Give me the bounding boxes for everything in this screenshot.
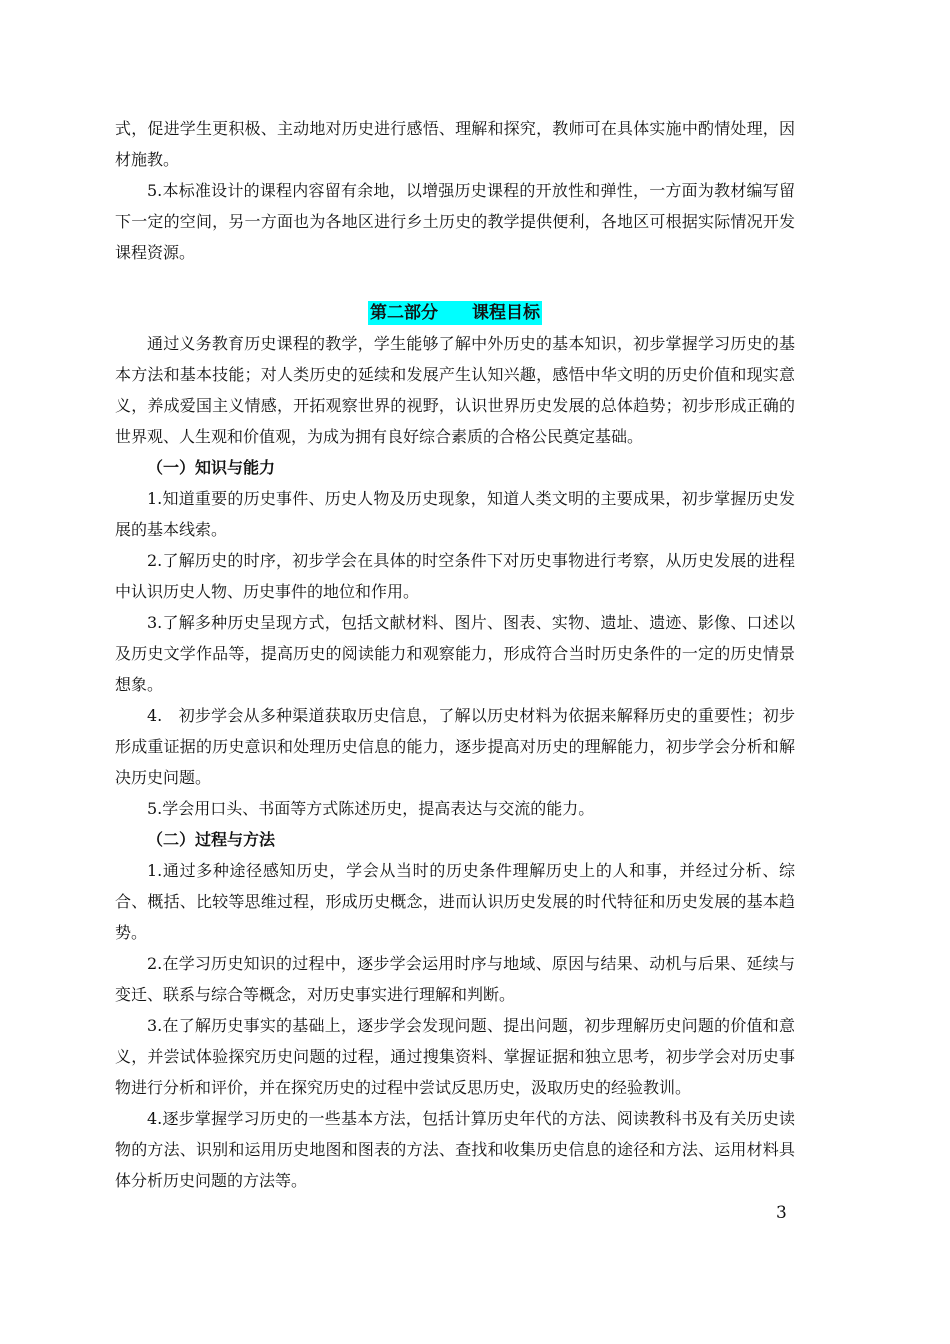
section-title: [115, 297, 795, 328]
subsection-heading-knowledge: （一）知识与能力: [147, 458, 276, 477]
subsection-heading-process: （二）过程与方法: [147, 830, 276, 849]
knowledge-item: 4. 初步学会从多种渠道获取历史信息，了解以历史材料为依据来解释历史的重要性；初步形成重证据的历史意识和处理历史信息的能力，逐步提高对历史的理解能力，初步学会分析和解决历史问题。: [115, 706, 795, 787]
process-item: 1.通过多种途径感知历史，学会从当时的历史条件理解历史上的人和事，并经过分析、综合、概括、比较等思维过程，形成历史概念，进而认识历史发展的时代特征和历史发展的基本趋势。: [115, 861, 795, 942]
process-item: 2.在学习历史知识的过程中，逐步学会运用时序与地域、原因与结果、动机与后果、延续与变迁、联系与综合等概念，对历史事实进行理解和判断。: [115, 954, 795, 1004]
page-body: [115, 113, 795, 1196]
process-item: 3.在了解历史事实的基础上，逐步学会发现问题、提出问题，初步理解历史问题的价值和意义，并尝试体验探究历史问题的过程，通过搜集资料、掌握证据和独立思考，初步学会对历史事物进行分析和评价，并在探究历史的过程中尝试反思历史，汲取历史的经验教训。: [115, 1016, 795, 1097]
paragraph-continuation: 式，促进学生更积极、主动地对历史进行感悟、理解和探究，教师可在具体实施中酌情处理，因材施教。: [115, 119, 795, 169]
section-title-text: 第二部分 课程目标: [370, 303, 540, 323]
knowledge-item: 5.学会用口头、书面等方式陈述历史，提高表达与交流的能力。: [147, 799, 595, 818]
knowledge-item: 1.知道重要的历史事件、历史人物及历史现象，知道人类文明的主要成果，初步掌握历史发展的基本线索。: [115, 489, 795, 539]
knowledge-item: 2.了解历史的时序，初步学会在具体的时空条件下对历史事物进行考察，从历史发展的进程中认识历史人物、历史事件的地位和作用。: [115, 551, 795, 601]
process-item: 4.逐步掌握学习历史的一些基本方法，包括计算历史年代的方法、阅读教科书及有关历史读物的方法、识别和运用历史地图和图表的方法、查找和收集历史信息的途径和方法、运用材料具体分析历史问题的方法等。: [115, 1109, 795, 1190]
paragraph-item-5: 5.本标准设计的课程内容留有余地，以增强历史课程的开放性和弹性，一方面为教材编写留下一定的空间，另一方面也为各地区进行乡土历史的教学提供便利，各地区可根据实际情况开发课程资源。: [115, 181, 795, 262]
page-number: 3: [776, 1203, 787, 1223]
knowledge-item: 3.了解多种历史呈现方式，包括文献材料、图片、图表、实物、遗址、遗迹、影像、口述以及历史文学作品等，提高历史的阅读能力和观察能力，形成符合当时历史条件的一定的历史情景想象。: [115, 613, 795, 694]
intro-paragraph: 通过义务教育历史课程的教学，学生能够了解中外历史的基本知识，初步掌握学习历史的基本方法和基本技能；对人类历史的延续和发展产生认知兴趣，感悟中华文明的历史价值和现实意义，养成爱国主义情感，开拓观察世界的视野，认识世界历史发展的总体趋势；初步形成正确的世界观、人生观和价值观，为成为拥有良好综合素质的合格公民奠定基础。: [115, 334, 795, 446]
